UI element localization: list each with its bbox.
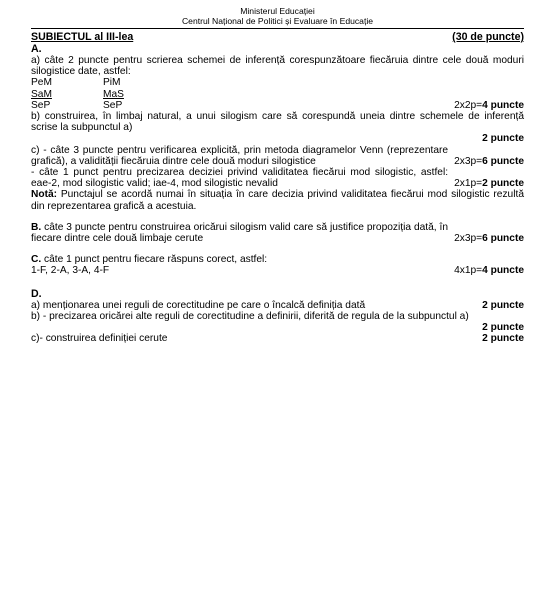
subject-points: (30 de puncte)	[452, 31, 524, 43]
section-b-label: B.	[31, 221, 42, 233]
section-a-note	[31, 189, 524, 211]
section-c	[31, 254, 524, 265]
schema-2-conclusion: SeP	[103, 99, 123, 111]
schema-1-major: PeM	[31, 77, 52, 89]
section-c-points: 4x1p=4 puncte	[454, 265, 524, 277]
section-d-label: D.	[31, 287, 42, 300]
item-c1-points: 2x3p=6 puncte	[454, 155, 524, 167]
section-c-answers: 1-F, 2-A, 3-A, 4-F	[31, 265, 110, 277]
section-d-c-points: 2 puncte	[482, 333, 524, 345]
item-c2-points: 2x1p=2 puncte	[454, 178, 524, 190]
note-text: Punctajul se acordă numai în situația în care decizia privind validitatea fiecărui mod silogistic rezultă din reprezentarea grafică a acestuia.	[31, 189, 524, 212]
schema-1-conclusion: SeP	[31, 99, 51, 111]
subject-heading	[31, 31, 524, 43]
schema-2-minor: MaS	[103, 88, 124, 100]
ministry-name: Ministerul Educației	[240, 6, 315, 16]
section-d-b-points: 2 puncte	[482, 322, 524, 334]
section-a-item-c1: c) - câte 3 puncte pentru verificarea explicită, prin metoda diagramelor Venn (reprezentare grafică), a validității fiecăruia dintre cele două moduri silogistice 2x3p=6 puncte	[31, 144, 524, 167]
schema-conclusions-row	[31, 100, 524, 111]
section-b-points: 2x3p=6 puncte	[454, 233, 524, 245]
section-d-item-a: a) menționarea unei reguli de corectitudine pe care o încalcă definiția dată 2 puncte	[31, 299, 524, 311]
section-d-item-c: c)- construirea definiției cerute 2 puncte	[31, 333, 524, 345]
section-a-item-c2: - câte 1 punct pentru precizarea deciziei privind validitatea fiecărui mod silogistic, astfel: eae-2, mod silogistic valid; iae-4, mod silogistic nevalid 2x1p=2 puncte	[31, 167, 524, 190]
syllogism-schemas	[31, 77, 524, 99]
schema-2-major: PiM	[103, 77, 121, 89]
item-b-points: 2 puncte	[482, 133, 524, 145]
section-b	[31, 222, 524, 244]
item-a-points: 2x2p=4 puncte	[454, 99, 524, 111]
section-a-item-b: b) construirea, în limbaj natural, a unui silogism care să corespundă uneia dintre schemele de inferență scrise la subpunctul a)	[31, 111, 524, 134]
section-c-text: câte 1 punct pentru fiecare răspuns corect, astfel:	[41, 254, 268, 266]
center-name: Centrul Național de Politici și Evaluare în Educație	[181, 16, 374, 26]
schema-2	[103, 77, 175, 99]
schema-1-minor: SaM	[31, 88, 52, 100]
note-label: Notă:	[31, 189, 58, 201]
section-c-answers-row	[31, 265, 524, 276]
section-a-label: A.	[31, 43, 42, 55]
section-d-item-b: b) - precizarea oricărei alte reguli de corectitudine a definirii, diferită de regula de la subpunctul a)	[31, 310, 469, 322]
subject-title: SUBIECTUL al III-lea	[31, 31, 134, 43]
section-a-item-a: a) câte 2 puncte pentru scrierea schemei de inferență corespunzătoare fiecăruia dintre cele două moduri silogistice date, astfel:	[31, 55, 524, 78]
section-b-text: câte 3 puncte pentru construirea oricărui silogism valid care să justifice propoziția dată, în fiecare dintre cele două limbaje cerute	[31, 221, 449, 245]
section-d-a-points: 2 puncte	[482, 299, 524, 311]
section-c-label: C.	[31, 254, 42, 266]
document-header	[31, 6, 524, 26]
schema-1	[31, 77, 103, 99]
header-divider	[31, 28, 524, 29]
